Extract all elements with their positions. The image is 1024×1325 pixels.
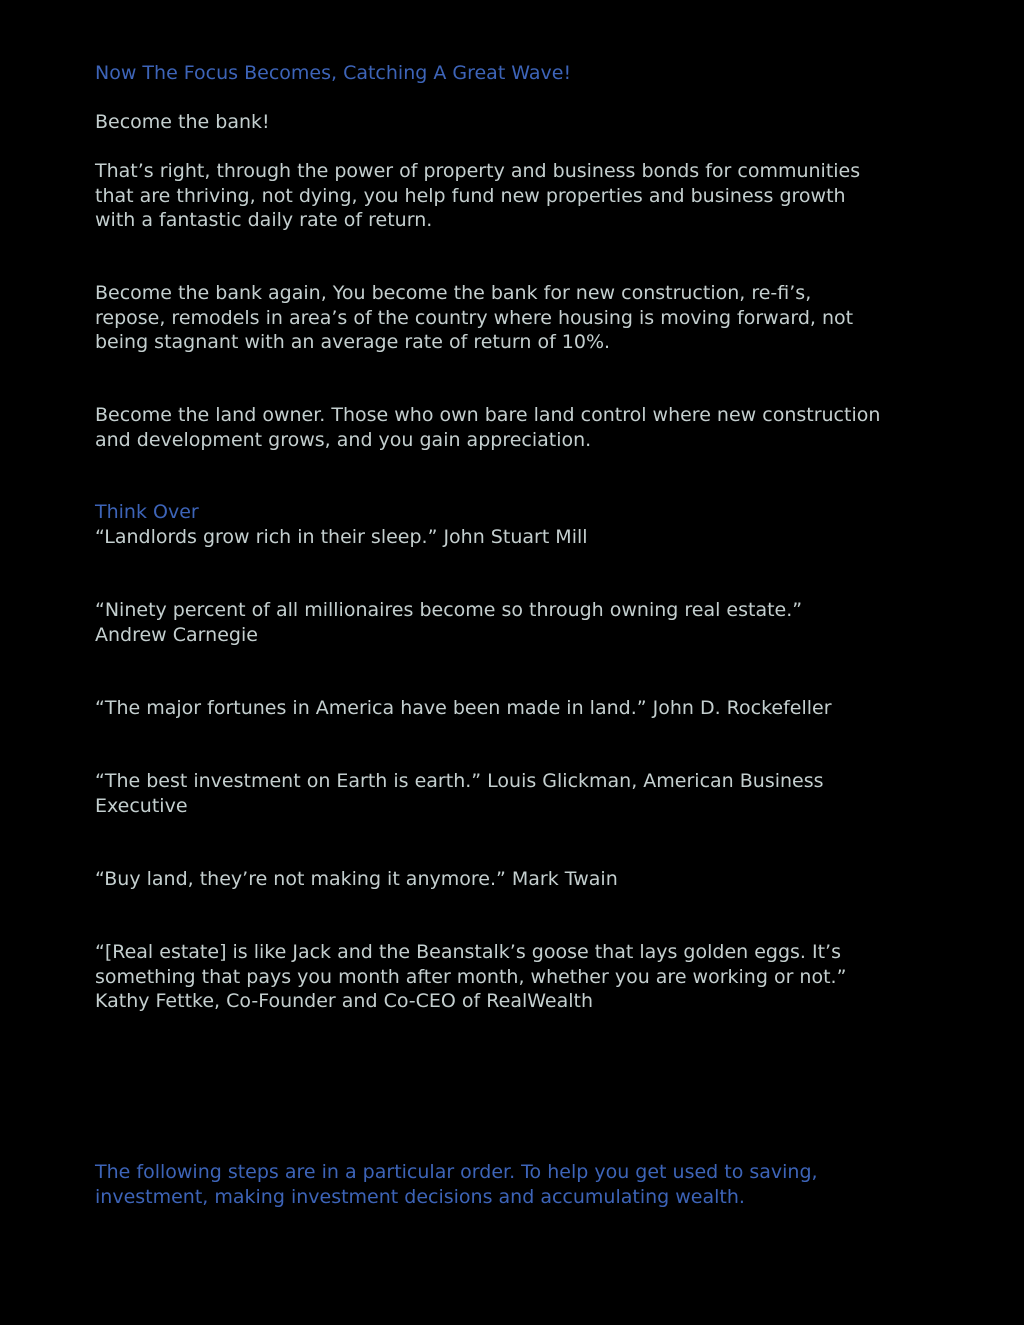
paragraph-line: Become the land owner. Those who own bare land control where new construction [95, 404, 881, 426]
quote-line: something that pays you month after month, whether you are working or not.” [95, 965, 847, 988]
paragraph-line: and development grows, and you gain appreciation. [95, 428, 592, 451]
quote-line: “Landlords grow rich in their sleep.” John Stuart Mill [95, 525, 588, 548]
quote-line: “The major fortunes in America have been made in land.” John D. Rockefeller [95, 697, 832, 719]
closing-note [95, 1160, 940, 1209]
think-over-heading: Think Over [95, 501, 199, 523]
paragraph-line: repose, remodels in area’s of the country where housing is moving forward, not [95, 306, 854, 329]
quote [95, 940, 940, 1014]
quote-line: “Buy land, they’re not making it anymore.” Mark Twain [95, 868, 618, 890]
quote [95, 696, 940, 721]
quote-line: “Ninety percent of all millionaires become so through owning real estate.” [95, 599, 803, 621]
section-heading [95, 61, 940, 86]
think-over-section [95, 500, 940, 549]
paragraph-line: that are thriving, not dying, you help fund new properties and business growth [95, 184, 846, 207]
bank-intro-text: Become the bank! [95, 111, 270, 133]
quote-attribution: Andrew Carnegie [95, 623, 258, 646]
quote-attribution: Kathy Fettke, Co-Founder and Co-CEO of RealWealth [95, 990, 594, 1012]
land-owner-paragraph [95, 403, 940, 452]
quote-line: “[Real estate] is like Jack and the Beanstalk’s goose that lays golden eggs. It’s [95, 941, 842, 963]
paragraph-line: being stagnant with an average rate of return of 10%. [95, 331, 611, 353]
quote [95, 598, 940, 647]
document-page [95, 0, 940, 1325]
paragraph-line: Become the bank again, You become the bank for new construction, re-fi’s, [95, 282, 812, 304]
quote-line: “The best investment on Earth is earth.” Louis Glickman, American Business [95, 770, 824, 792]
quote-attribution: Executive [95, 794, 188, 817]
quote [95, 769, 940, 818]
quote [95, 867, 940, 892]
closing-note-line: investment, making investment decisions and accumulating wealth. [95, 1185, 745, 1208]
bonds-paragraph [95, 159, 940, 233]
closing-note-line: The following steps are in a particular order. To help you get used to saving, [95, 1161, 818, 1183]
section-heading-text: Now The Focus Becomes, Catching A Great Wave! [95, 62, 572, 84]
paragraph-line: with a fantastic daily rate of return. [95, 209, 433, 231]
bank-intro [95, 110, 940, 135]
bank-again-paragraph [95, 281, 940, 355]
paragraph-line: That’s right, through the power of property and business bonds for communities [95, 160, 861, 182]
